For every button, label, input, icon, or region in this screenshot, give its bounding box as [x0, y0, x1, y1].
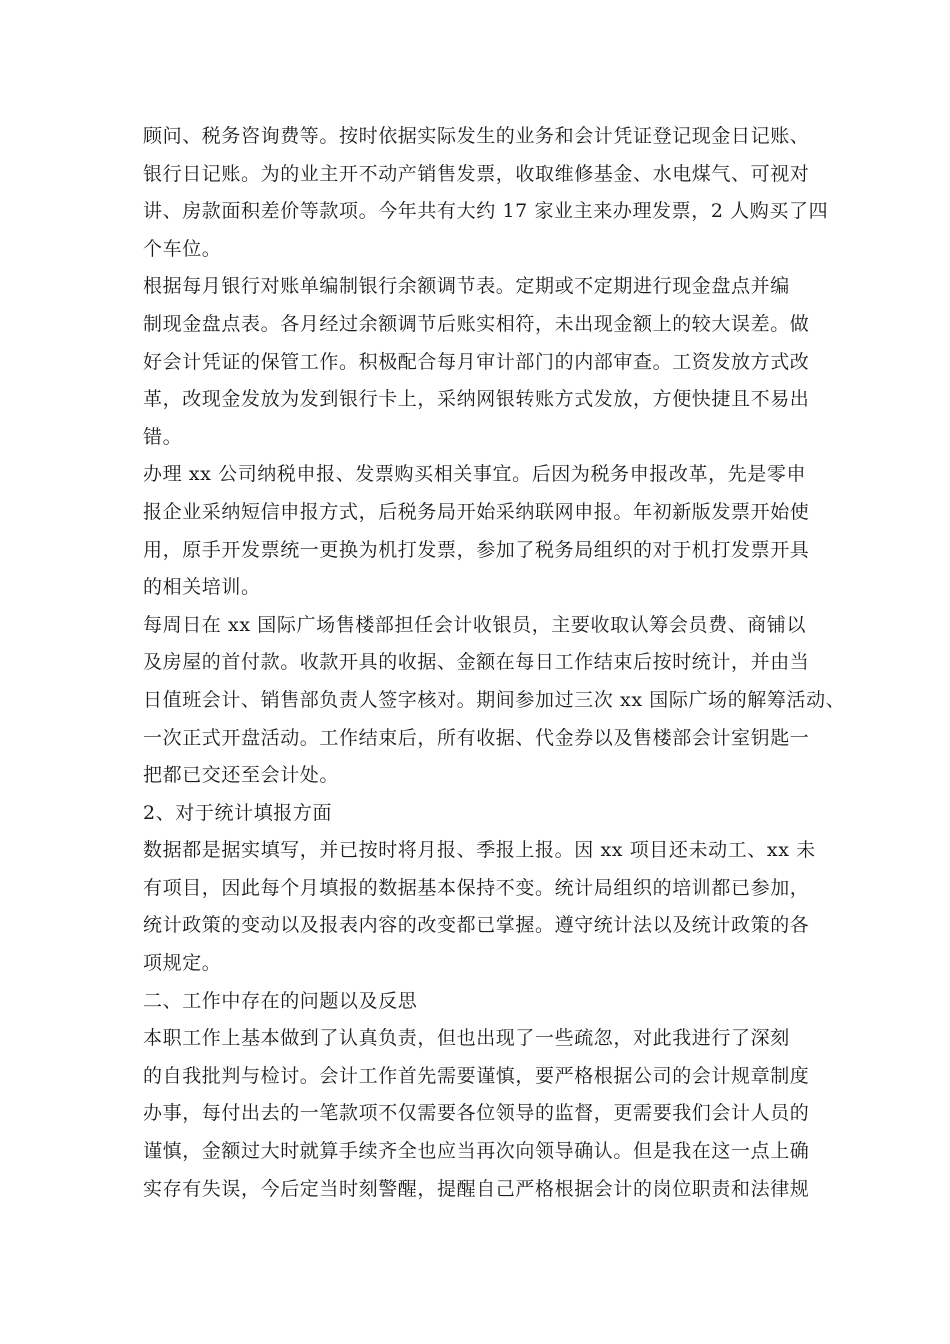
text-line: 的相关培训。: [143, 576, 261, 599]
text-line: 项规定。: [143, 952, 222, 975]
text-line: 制现金盘点表。各月经过余额调节后账实相符，未出现金额上的较大误差。做: [143, 312, 810, 335]
document-body: [143, 118, 846, 1208]
text-line: 顾问、税务咨询费等。按时依据实际发生的业务和会计凭证登记现金日记账、: [143, 125, 810, 147]
text-line: 把都已交还至会计处。: [143, 764, 340, 787]
text-line: 用，原手开发票统一更换为机打发票，参加了税务局组织的对于机打发票开具: [143, 538, 810, 561]
text-line: 革，改现金发放为发到银行卡上，采纳网银转账方式发放，方便快捷且不易出: [143, 388, 810, 411]
text-line: 数据都是据实填写，并已按时将月报、季报上报。因 xx 项目还未动工、xx 未: [143, 839, 816, 862]
text-line: 好会计凭证的保管工作。积极配合每月审计部门的内部审查。工资发放方式改: [143, 350, 810, 373]
section-heading: 二、工作中存在的问题以及反思: [143, 989, 418, 1012]
text-line: 报企业采纳短信申报方式，后税务局开始采纳联网申报。年初新版发票开始使: [143, 500, 810, 523]
text-line: 办理 xx 公司纳税申报、发票购买相关事宜。后因为税务申报改革，先是零申: [143, 463, 807, 486]
text-line: 讲、房款面积差价等款项。今年共有大约 17 家业主来办理发票，2 人购买了四: [143, 200, 829, 223]
text-line: 每周日在 xx 国际广场售楼部担任会计收银员，主要收取认筹会员费、商铺以: [143, 613, 807, 636]
text-line: 有项目，因此每个月填报的数据基本保持不变。统计局组织的培训都已参加，: [143, 876, 810, 899]
text-line: 及房屋的首付款。收款开具的收据、金额在每日工作结束后按时统计，并由当: [143, 651, 810, 674]
text-line: 错。: [143, 425, 183, 448]
text-line: 本职工作上基本做到了认真负责，但也出现了一些疏忽，对此我进行了深刻: [143, 1027, 790, 1050]
text-line: 个车位。: [143, 237, 222, 260]
text-line: 的自我批判与检讨。会计工作首先需要谨慎，要严格根据公司的会计规章制度: [143, 1064, 810, 1087]
text-line: 根据每月银行对账单编制银行余额调节表。定期或不定期进行现金盘点并编: [143, 275, 790, 298]
text-line: 办事，每付出去的一笔款项不仅需要各位领导的监督，更需要我们会计人员的: [143, 1102, 810, 1125]
text-line: 日值班会计、销售部负责人签字核对。期间参加过三次 xx 国际广场的解筹活动、: [143, 688, 846, 711]
text-line: 一次正式开盘活动。工作结束后，所有收据、代金券以及售楼部会计室钥匙一: [143, 726, 810, 749]
text-line: 银行日记账。为的业主开不动产销售发票，收取维修基金、水电煤气、可视对: [143, 162, 810, 185]
text-line: 统计政策的变动以及报表内容的改变都已掌握。遵守统计法以及统计政策的各: [143, 914, 810, 937]
section-heading: 2、对于统计填报方面: [143, 801, 333, 824]
text-line: 实存有失误，今后定当时刻警醒，提醒自己严格根据会计的岗位职责和法律规: [143, 1177, 810, 1200]
text-line: 谨慎，金额过大时就算手续齐全也应当再次向领导确认。但是我在这一点上确: [143, 1140, 810, 1163]
